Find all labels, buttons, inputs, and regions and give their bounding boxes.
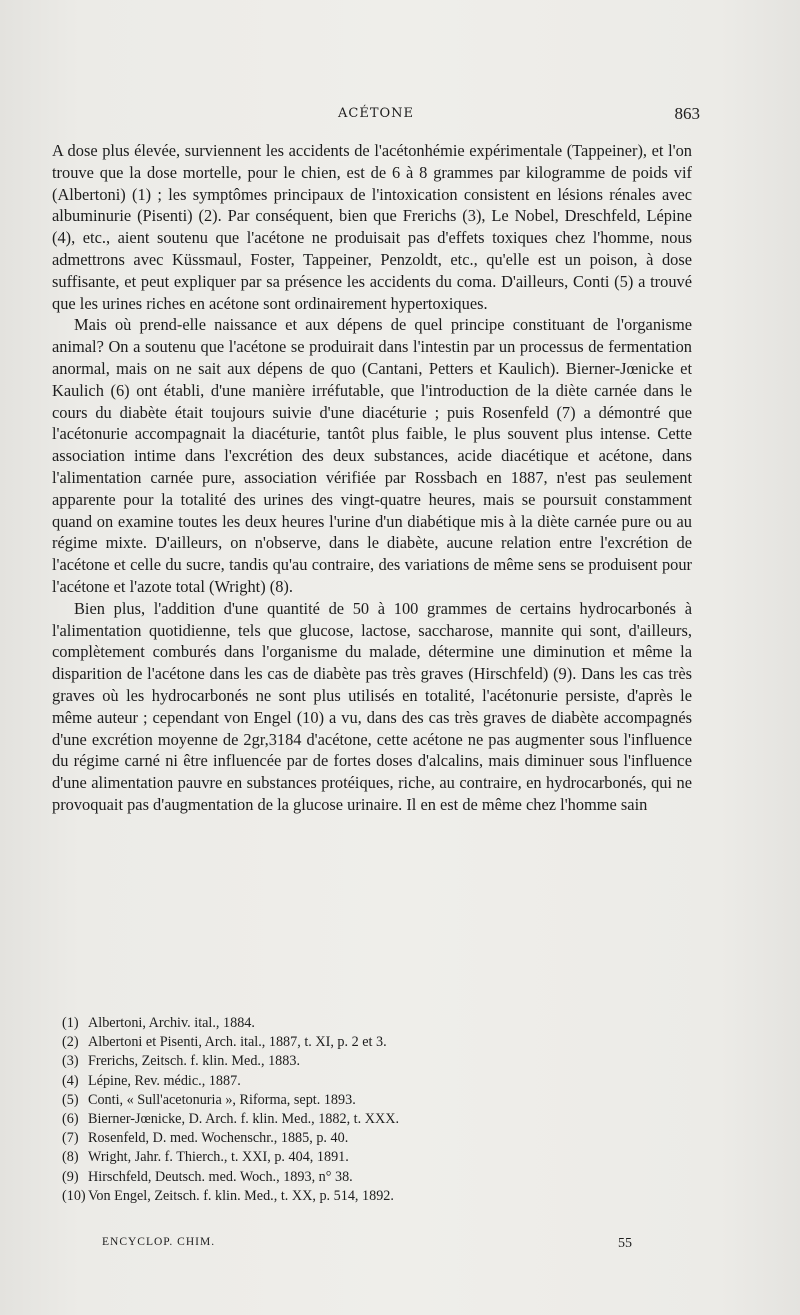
footnote: (8) Wright, Jahr. f. Thierch., t. XXI, p. 404, 1891. (62, 1149, 349, 1166)
sheet-number: 55 (618, 1236, 632, 1251)
footnote: (4) Lépine, Rev. médic., 1887. (62, 1072, 241, 1089)
main-text (52, 140, 692, 816)
signature-mark: ENCYCLOP. CHIM. (102, 1236, 216, 1248)
footnote: (5) Conti, « Sull'acetonuria », Riforma, sept. 1893. (62, 1091, 356, 1108)
paragraph-1: A dose plus élevée, surviennent les accidents de l'acétonhémie expérimentale (Tappeiner), et l'on trouve que la dose mortelle, pour le chien, est de 6 à 8 grammes par kilogramme de poids vif (Albertoni) (1) ; les symptômes principaux de l'intoxication consistent en lésions rénales avec albuminurie (Pisenti) (2). Par conséquent, bien que Frerichs (3), Le Nobel, Dreschfeld, Lépine (4), etc., aient soutenu que l'acétone ne produisait pas d'effets toxiques chez l'homme, nous admettrons avec Küssmaul, Foster, Tappeiner, Penzoldt, etc., qu'elle est un poison, à dose suffisante, et peut expliquer par sa présence les accidents du coma. D'ailleurs, Conti (5) a trouvé que les urines riches en acétone sont ordinairement hypertoxiques. (52, 141, 692, 313)
page-footer (62, 1236, 632, 1256)
footnote: (9) Hirschfeld, Deutsch. med. Woch., 1893, n° 38. (62, 1168, 353, 1185)
footnote: (2) Albertoni et Pisenti, Arch. ital., 1887, t. XI, p. 2 et 3. (62, 1034, 387, 1051)
footnotes (62, 1014, 682, 1206)
footnote: (3) Frerichs, Zeitsch. f. klin. Med., 1883. (62, 1053, 300, 1070)
footnote: (10) Von Engel, Zeitsch. f. klin. Med., t. XX, p. 514, 1892. (62, 1187, 394, 1204)
footnote: (7) Rosenfeld, D. med. Wochenschr., 1885, p. 40. (62, 1130, 349, 1147)
footnote: (1) Albertoni, Archiv. ital., 1884. (62, 1015, 255, 1031)
paragraph-3: Bien plus, l'addition d'une quantité de 50 à 100 grammes de certains hydrocarbonés à l'alimentation quotidienne, tels que glucose, lactose, saccharose, mannite qui sont, d'ailleurs, complètement comburés dans l'organisme du malade, détermine une diminution et même la disparition de l'acétone dans les cas de diabète pas très graves (Hirschfeld) (9). Dans les cas très graves où les hydrocarbonés ne sont plus utilisés en totalité, l'acétonurie persiste, d'après le même auteur ; cependant von Engel (10) a vu, dans des cas très graves de diabète accompagnés d'une excrétion moyenne de 2gr,3184 d'acétone, cette acétone ne pas augmenter sous l'influence du régime carné ni être influencée par de fortes doses d'alcalins, mais diminuer sous l'influence d'une alimentation pauvre en substances protéiques, riche, au contraire, en hydrocarbonés, qui ne provoquait pas d'augmentation de la glucose urinaire. Il en est de même chez l'homme sain (52, 598, 692, 814)
running-title: ACÉTONE (338, 106, 415, 121)
page-number: 863 (674, 104, 700, 123)
paragraph-2: Mais où prend-elle naissance et aux dépens de quel principe constituant de l'organisme animal? On a soutenu que l'acétone se produirait dans l'intestin par un processus de fermentation anormal, mais on ne sait aux dépens de quo (Cantani, Petters et Kaulich). Bierner-Jœnicke et Kaulich (6) ont établi, d'une manière irréfutable, que l'introduction de la diète carnée dans le cours du diabète était toujours suivie d'une diacéturie ; puis Rosenfeld (7) a démontré que l'acétonurie accompagnait la diacéturie, tantôt plus faible, le plus souvent plus intense. Cette association intime dans l'excrétion des deux substances, acide diacétique et acétone, dans l'alimentation carnée pure, association vérifiée par Rossbach en 1887, n'est pas seulement apparente pour la totalité des urines des vingt-quatre heures, mais se poursuit constamment quand on examine toutes les deux heures l'urine d'un diabétique mis à la diète carnée pure ou au régime mixte. D'ailleurs, on n'observe, dans le diabète, aucune relation entre l'excrétion de l'acétone et celle du sucre, tandis qu'au contraire, des variations de même sens se produisent pour l'acétone et l'azote total (Wright) (8). (52, 315, 692, 596)
footnote: (6) Bierner-Jœnicke, D. Arch. f. klin. Med., 1882, t. XXX. (62, 1111, 399, 1128)
page-header (90, 104, 700, 126)
